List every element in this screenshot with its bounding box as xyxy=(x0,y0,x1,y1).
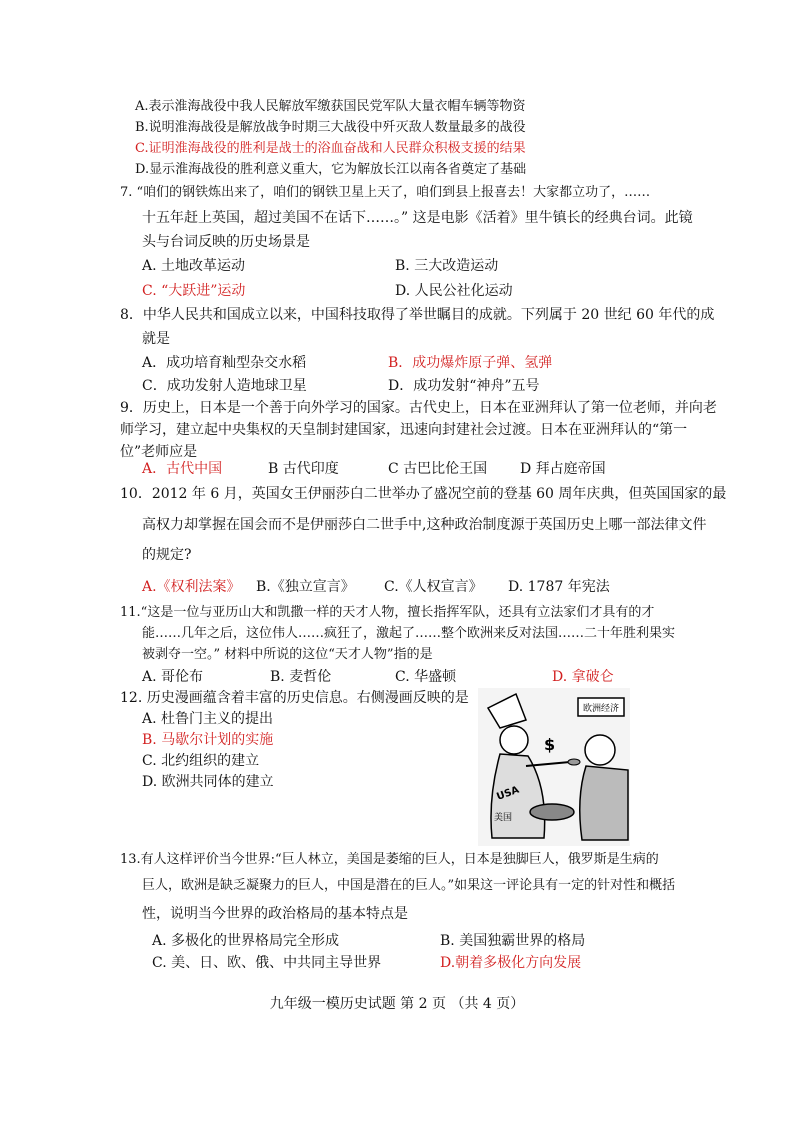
q7-stem-line3: 头与台词反映的历史场景是 xyxy=(142,234,310,250)
q13-stem-line2: 巨人，欧洲是缺乏凝聚力的巨人，中国是潜在的巨人。”如果这一评论具有一定的针对性和概括 xyxy=(142,878,676,893)
q11-option-b: B. 麦哲伦 xyxy=(270,669,332,685)
q9-stem-line3: 位”老师应是 xyxy=(120,444,198,460)
q7-stem-line2: 十五年赶上英国，超过美国不在话下……。” 这是电影《活着》里牛镇长的经典台词。此镜 xyxy=(142,210,693,226)
q12-option-d: D. 欧洲共同体的建立 xyxy=(142,774,274,790)
q8-option-c: C．成功发射人造地球卫星 xyxy=(142,378,307,394)
q9-stem-line1: 9．历史上，日本是一个善于向外学习的国家。古代史上，日本在亚洲拜认了第一位老师，并向老 xyxy=(120,400,717,416)
q9-option-c: C 古巴比伦王国 xyxy=(388,461,488,477)
q11-stem-line1: 11.“这是一位与亚历山大和凯撒一样的天才人物，擅长指挥军队，还具有立法家们才具有的才 xyxy=(120,605,655,620)
q12-stem: 12. 历史漫画蕴含着丰富的历史信息。右侧漫画反映的是 xyxy=(120,690,469,706)
q11-option-d: D. 拿破仑 xyxy=(552,669,614,685)
q10-option-c: C.《人权宣言》 xyxy=(384,579,483,595)
q12-option-c: C. 北约组织的建立 xyxy=(142,753,260,769)
q13-option-d: D.朝着多极化方向发展 xyxy=(440,955,582,971)
q13-stem-line3: 性，说明当今世界的政治格局的基本特点是 xyxy=(142,906,408,922)
cartoon-country-label: 美国 xyxy=(494,813,513,823)
q7-option-d: D. 人民公社化运动 xyxy=(395,283,513,299)
q6-option-c: C.证明淮海战役的胜利是战士的浴血奋战和人民群众积极支援的结果 xyxy=(135,141,526,156)
q6-option-b: B.说明淮海战役是解放战争时期三大战役中歼灭敌人数量最多的战役 xyxy=(135,120,526,135)
q7-option-a: A. 土地改革运动 xyxy=(142,258,246,274)
q6-option-d: D.显示淮海战役的胜利意义重大，它为解放长江以南各省奠定了基础 xyxy=(135,162,527,177)
q10-stem-line2: 高权力却掌握在国会而不是伊丽莎白二世手中,这种政治制度源于英国历史上哪一部法律文件 xyxy=(142,517,707,533)
q11-option-a: A. 哥伦布 xyxy=(142,669,204,685)
q13-option-a: A. 多极化的世界格局完全形成 xyxy=(152,933,340,949)
q6-option-a: A.表示淮海战役中我人民解放军缴获国民党军队大量衣帽车辆等物资 xyxy=(135,99,526,114)
page-footer: 九年级一模历史试题 第 2 页 （共 4 页） xyxy=(269,996,525,1012)
q7-option-c: C. “大跃进”运动 xyxy=(142,283,246,299)
q9-option-d: D 拜占庭帝国 xyxy=(520,461,606,477)
q8-option-d: D．成功发射“神舟”五号 xyxy=(388,378,540,394)
money-bowl xyxy=(530,804,574,820)
q9-option-b: B 古代印度 xyxy=(268,461,339,477)
q8-stem-line2: 就是 xyxy=(142,331,170,347)
q11-stem-line2: 能……几年之后，这位伟人……疯狂了，激起了……整个欧洲来反对法国……二十年胜利果实 xyxy=(142,626,676,641)
q8-stem-line1: 8．中华人民共和国成立以来，中国科技取得了举世瞩目的成就。下列属于 20 世纪 60 年代的成 xyxy=(120,307,715,323)
q7-stem-line1: 7. “咱们的钢铁炼出来了，咱们的钢铁卫星上天了，咱们到县上报喜去！大家都立功了，…… xyxy=(120,185,651,200)
q9-stem-line2: 师学习，建立起中央集权的天皇制封建国家，迅速向封建社会过渡。日本在亚洲拜认的“第一 xyxy=(120,422,688,438)
q8-option-a: A．成功培育籼型杂交水稻 xyxy=(142,355,307,371)
q10-stem-line3: 的规定? xyxy=(142,547,192,563)
q11-option-c: C. 华盛顿 xyxy=(395,669,457,685)
cartoon-dollar-sign: $ xyxy=(544,735,556,754)
q10-option-b: B.《独立宣言》 xyxy=(256,579,355,595)
q10-option-a: A.《权利法案》 xyxy=(142,579,241,595)
q13-option-b: B. 美国独霸世界的格局 xyxy=(440,933,586,949)
q12-option-a: A. 杜鲁门主义的提出 xyxy=(142,711,274,727)
q11-stem-line3: 被剥夺一空。” 材料中所说的这位“天才人物”指的是 xyxy=(142,647,433,662)
q12-option-b: B. 马歇尔计划的实施 xyxy=(142,732,274,748)
q8-option-b: B．成功爆炸原子弹、氢弹 xyxy=(388,355,553,371)
q13-option-c: C. 美、日、欧、俄、中共同主导世界 xyxy=(152,955,382,971)
q9-option-a: A．古代中国 xyxy=(142,461,223,477)
q10-stem-line1: 10．2012 年 6 月，英国女王伊丽莎白二世举办了盛况空前的登基 60 周年庆典，但英国国家的最 xyxy=(120,486,727,502)
q13-stem-line1: 13.有人这样评价当今世界:“巨人林立，美国是萎缩的巨人，日本是独脚巨人，俄罗斯是生病的 xyxy=(120,852,659,867)
marshall-plan-cartoon xyxy=(478,688,630,846)
q7-option-b: B. 三大改造运动 xyxy=(395,258,499,274)
cartoon-sign-text: 欧洲经济 xyxy=(582,704,620,714)
cartoon-usa-label: USA xyxy=(495,784,521,803)
q10-option-d: D. 1787 年宪法 xyxy=(508,579,610,595)
europe-figure xyxy=(580,766,628,840)
